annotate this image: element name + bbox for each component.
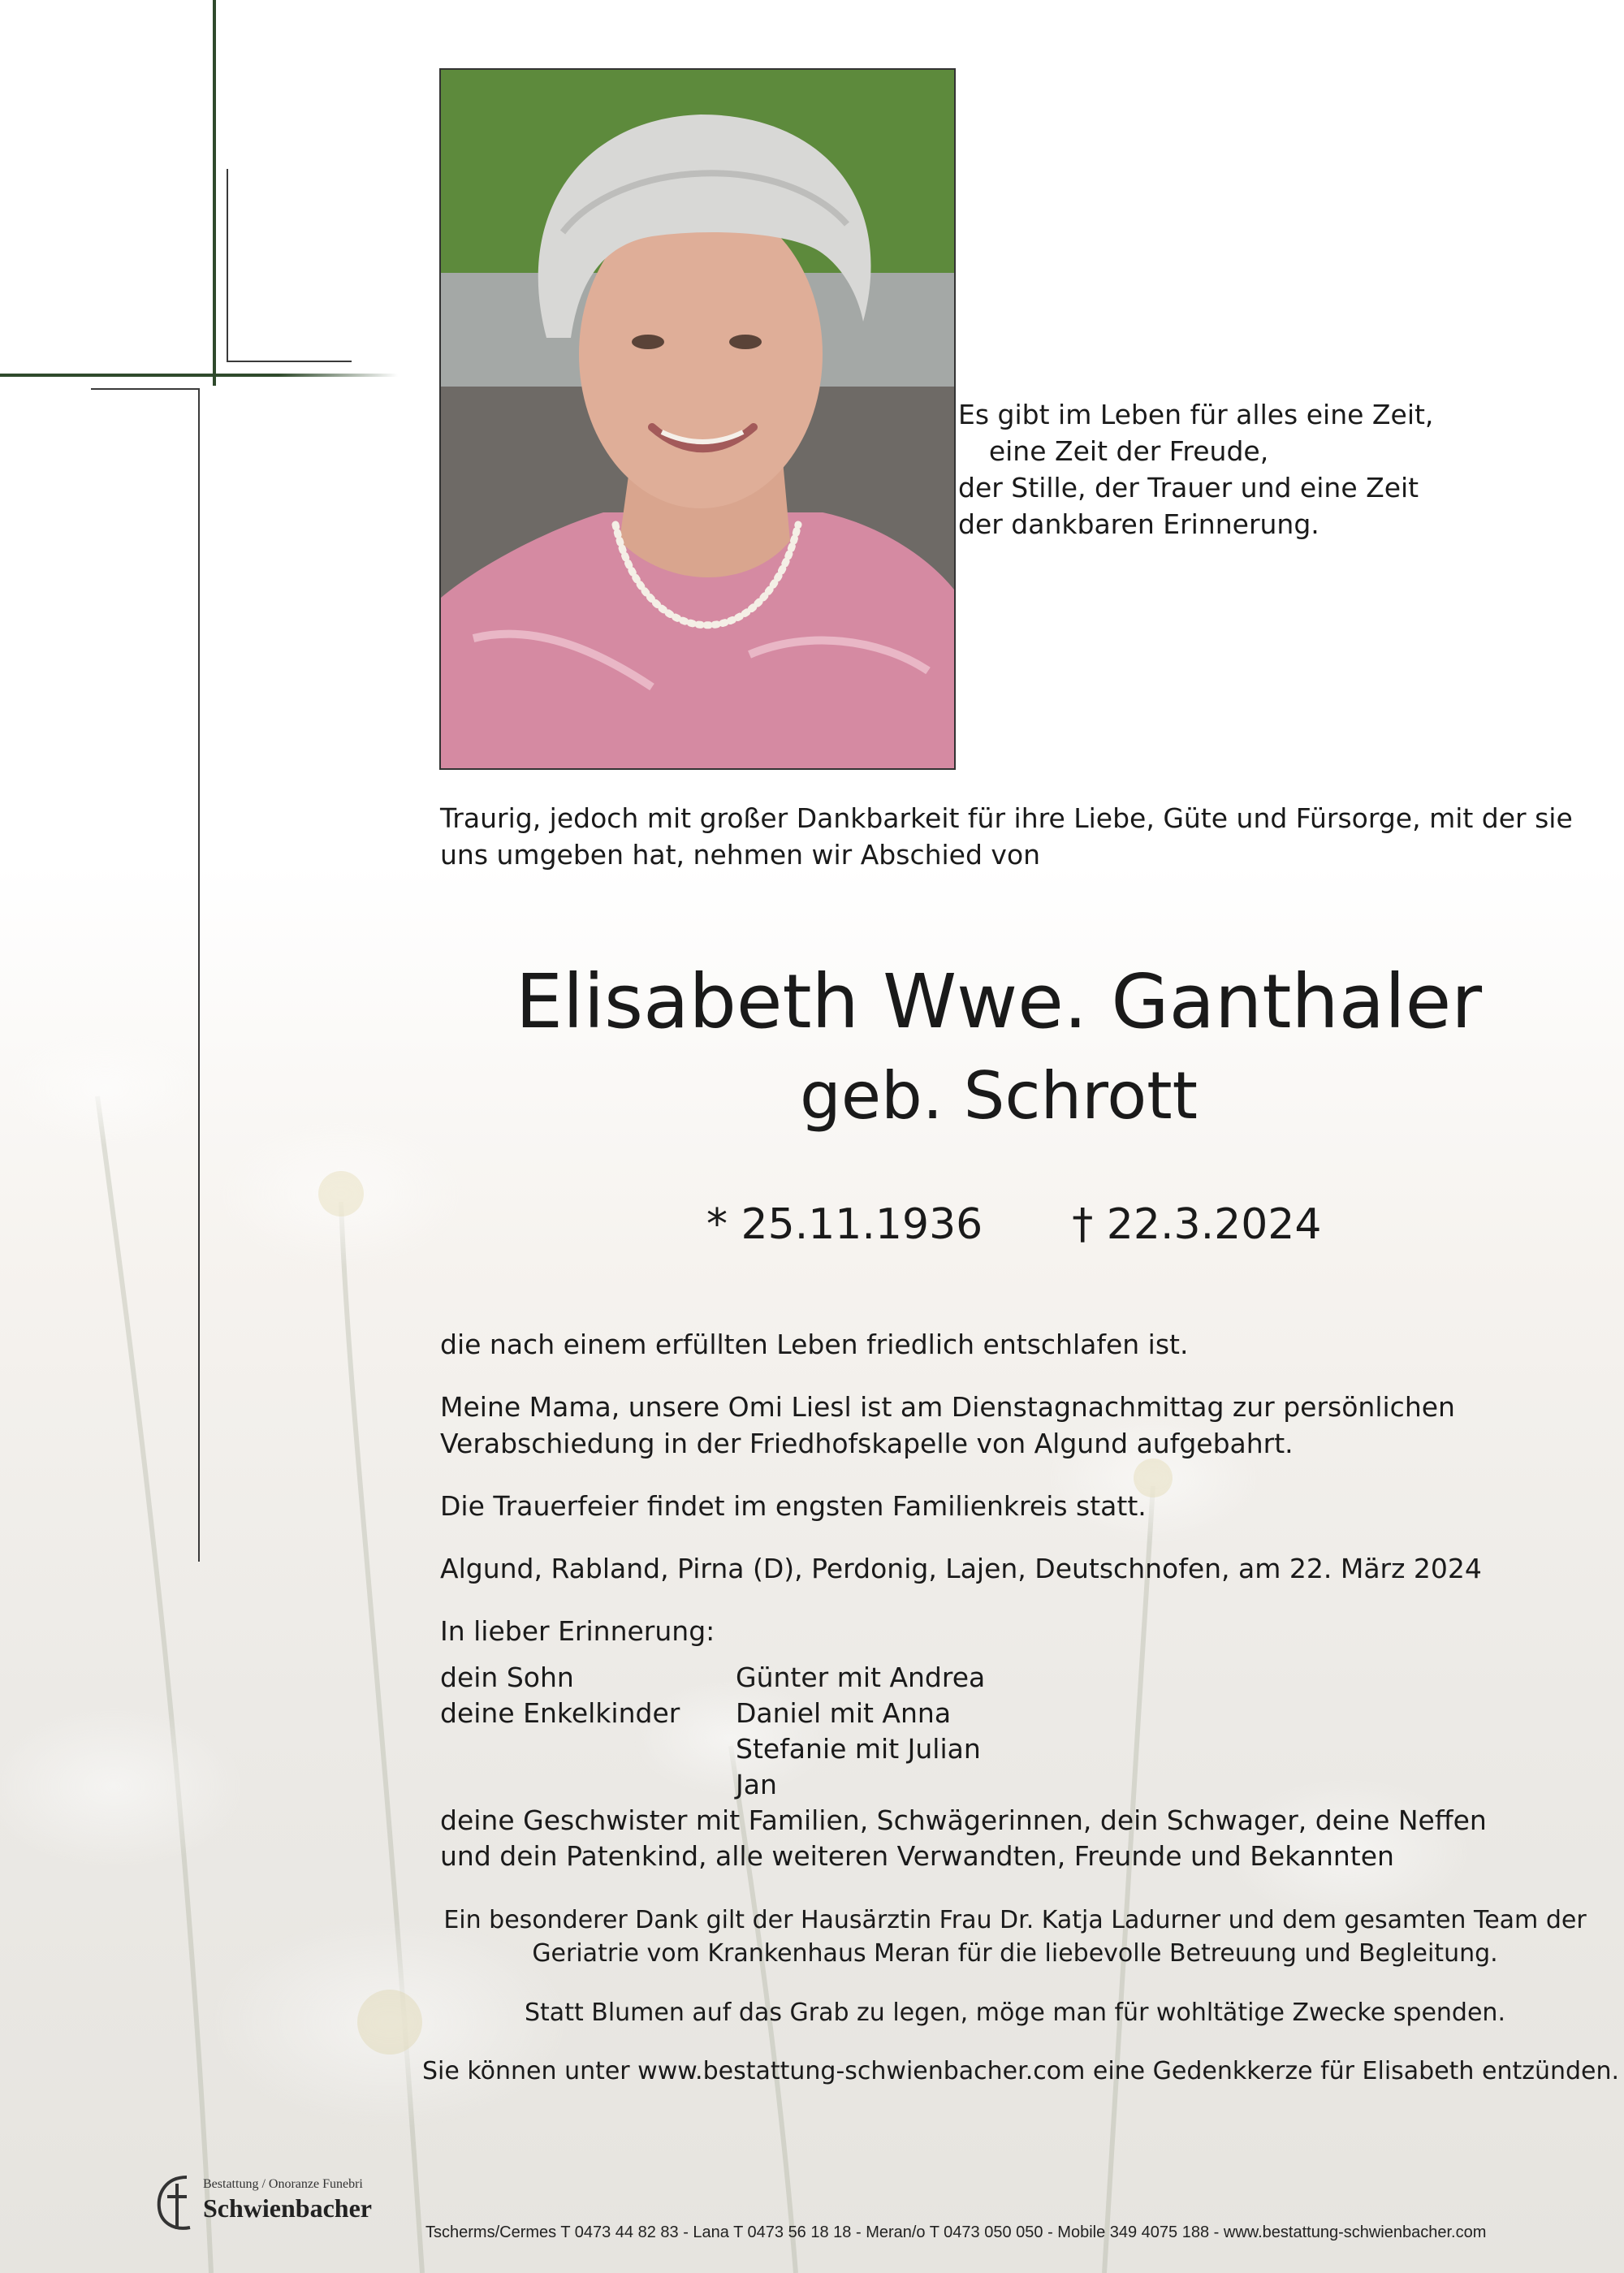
thanks-line: Ein besonderer Dank gilt der Hausärztin Frau Dr. Katja Ladurner und dem gesamten Team der <box>443 1906 1587 1934</box>
family-row <box>440 1767 1593 1803</box>
body-line: Verabschiedung in der Friedhofskapelle von Algund aufgebahrt. <box>440 1428 1294 1459</box>
family-row <box>440 1731 1593 1767</box>
body-line: Meine Mama, unsere Omi Liesl ist am Dienstagnachmittag zur persönlichen <box>440 1391 1455 1423</box>
thanks-text <box>422 1904 1608 1970</box>
birth-date: * 25.11.1936 <box>706 1200 983 1249</box>
body-line: In lieber Erinnerung: <box>440 1615 715 1647</box>
quote-line: der dankbaren Erinnerung. <box>958 508 1320 540</box>
body-line: Die Trauerfeier findet im engsten Familienkreis statt. <box>440 1490 1147 1522</box>
body-paragraph-5 <box>440 1613 1593 1649</box>
family-list <box>440 1660 1593 1874</box>
logo-name: Schwienbacher <box>203 2193 372 2223</box>
family-names: Daniel mit Anna <box>736 1697 952 1729</box>
family-row <box>440 1696 1593 1731</box>
intro-text <box>440 800 1577 873</box>
maiden-name: geb. Schrott <box>800 1058 1198 1134</box>
body-paragraph-2 <box>440 1389 1593 1462</box>
cross-vertical-line <box>213 0 216 386</box>
body-line: die nach einem erfüllten Leben friedlich entschlafen ist. <box>440 1329 1189 1360</box>
quote-line: Es gibt im Leben für alles eine Zeit, <box>958 399 1434 430</box>
quote-block <box>958 396 1434 542</box>
family-names: Günter mit Andrea <box>736 1662 986 1693</box>
family-relation: dein Sohn <box>440 1662 574 1693</box>
logo-subtitle: Bestattung / Onoranze Funebri <box>203 2177 363 2191</box>
flowers-note <box>422 1996 1608 2029</box>
family-row <box>440 1660 1593 1696</box>
intro-line: uns umgeben hat, nehmen wir Abschied von <box>440 839 1041 871</box>
footer-contacts: Tscherms/Cermes T 0473 44 82 83 - Lana T 0473 56 18 18 - Meran/o T 0473 050 050 - Mobile 349 4075 188 - www.bestattung-schwienbacher.com <box>425 2223 1487 2241</box>
quote-line: eine Zeit der Freude, <box>988 435 1269 467</box>
intro-line: Traurig, jedoch mit großer Dankbarkeit für ihre Liebe, Güte und Fürsorge, mit der sie <box>440 802 1573 834</box>
quote-line: der Stille, der Trauer und eine Zeit <box>958 472 1419 503</box>
body-line: Algund, Rabland, Pirna (D), Perdonig, Lajen, Deutschnofen, am 22. März 2024 <box>440 1553 1482 1584</box>
family-closing-line: und dein Patenkind, alle weiteren Verwandten, Freunde und Bekannten <box>440 1840 1394 1872</box>
body-paragraph-1 <box>440 1326 1593 1363</box>
cross-logo-icon <box>154 2172 200 2232</box>
family-names: Jan <box>736 1769 777 1800</box>
life-dates <box>706 1199 1356 1251</box>
death-date: † 22.3.2024 <box>1072 1200 1322 1249</box>
frame-line-vertical-1 <box>227 169 228 362</box>
deceased-name: Elisabeth Wwe. Ganthaler <box>515 958 1483 1045</box>
family-relation: deine Enkelkinder <box>440 1697 680 1729</box>
flowers-note-line: Statt Blumen auf das Grab zu legen, möge man für wohltätige Zwecke spenden. <box>525 1999 1505 2027</box>
body-paragraph-3 <box>440 1488 1593 1524</box>
frame-line-horizontal-2 <box>91 388 200 390</box>
thanks-line: Geriatrie vom Krankenhaus Meran für die liebevolle Betreuung und Begleitung. <box>532 1939 1498 1968</box>
candle-note <box>422 2055 1620 2088</box>
funeral-home-logo <box>154 2172 414 2245</box>
candle-note-line: Sie können unter www.bestattung-schwienbacher.com eine Gedenkkerze für Elisabeth entzünden. <box>422 2057 1620 2085</box>
portrait-photo <box>439 68 956 770</box>
frame-line-horizontal-1 <box>227 361 352 362</box>
family-closing-line: deine Geschwister mit Familien, Schwägerinnen, dein Schwager, deine Neffen <box>440 1804 1487 1836</box>
family-names: Stefanie mit Julian <box>736 1733 981 1765</box>
body-paragraph-4 <box>440 1550 1593 1587</box>
frame-line-vertical-2 <box>198 388 200 1562</box>
cross-horizontal-line <box>0 374 398 377</box>
